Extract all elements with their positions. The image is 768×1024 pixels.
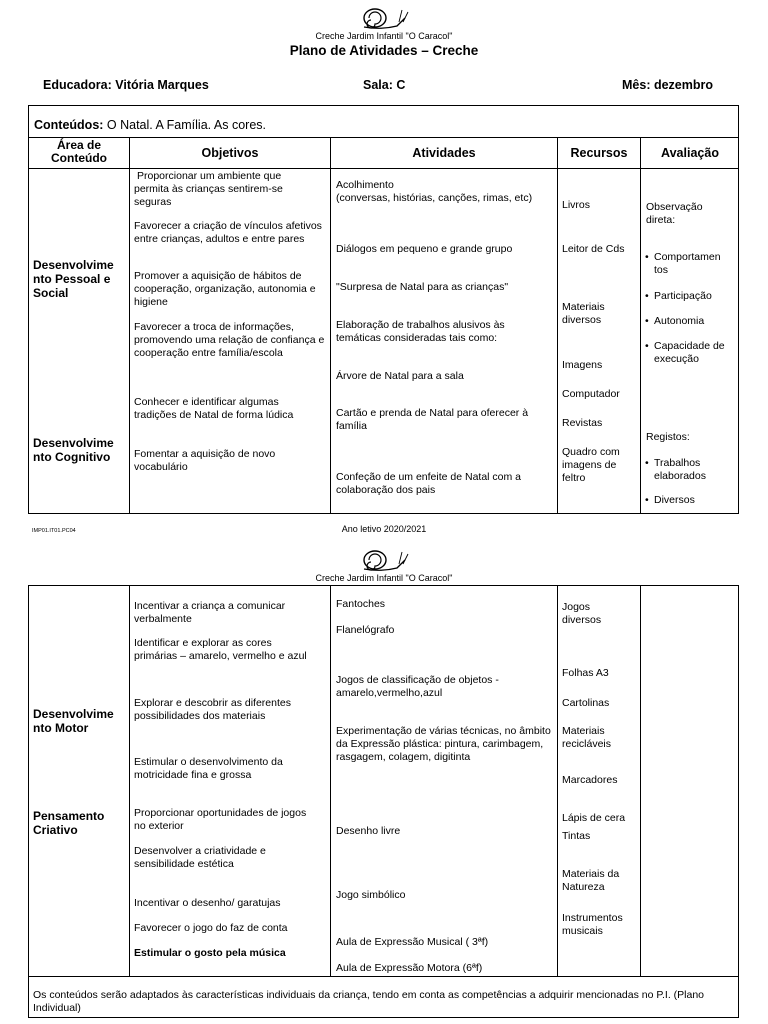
activity2-3: Jogos de classificação de objetos - amarelo,vermelho,azul xyxy=(336,674,499,699)
document-code: IMP01.IT01.PC04 xyxy=(32,528,76,534)
activity-4: "Surpresa de Natal para as crianças" xyxy=(336,281,509,293)
objective-1: Proporcionar um ambiente que permita às crianças sentirem-se seguras xyxy=(134,170,283,208)
col-header-resources: Recursos xyxy=(570,146,628,160)
evaluation-records: Registos: xyxy=(646,431,690,443)
evaluation-intro: Observação direta: xyxy=(646,201,703,226)
resource2-1: Jogos diversos xyxy=(562,601,602,626)
evaluation-item-4: • Capacidade de execução xyxy=(654,340,736,366)
objective2-8: Favorecer o jogo do faz de conta xyxy=(134,922,288,934)
activity2-7: Aula de Expressão Musical ( 3ªf) xyxy=(336,936,489,948)
school-year: Ano letivo 2020/2021 xyxy=(341,524,427,534)
educator: Educadora: Vitória Marques xyxy=(43,78,209,92)
activity2-6: Jogo simbólico xyxy=(336,889,406,901)
objective2-4: Estimular o desenvolvimento da motricidade fina e grossa xyxy=(134,756,283,781)
objective-2: Favorecer a criação de vínculos afetivos entre crianças, adultos e entre pares xyxy=(134,220,322,245)
objective2-9: Estimular o gosto pela música xyxy=(134,947,286,959)
resource-7: Quadro com imagens de feltro xyxy=(562,446,620,484)
contents-row xyxy=(34,118,266,132)
page-title: Plano de Atividades – Creche xyxy=(289,43,479,58)
resource2-9: Instrumentos musicais xyxy=(562,912,623,937)
resource-4: Imagens xyxy=(562,359,603,371)
activity2-8: Aula de Expressão Motora (6ªf) xyxy=(336,962,483,974)
activity2-1: Fantoches xyxy=(336,598,386,610)
resource2-5: Marcadores xyxy=(562,774,618,786)
activity2-4: Experimentação de várias técnicas, no âmbito da Expressão plástica: pintura, carimbagem, rasgagem, colagem, digitinta xyxy=(336,725,551,763)
month: Mês: dezembro xyxy=(622,78,713,92)
contents-value: O Natal. A Família. As cores. xyxy=(103,118,266,132)
adaptation-note: Os conteúdos serão adaptados às características individuais da criança, tendo em conta as competências a adquirir mencionadas no P.I. (Plano Individual) xyxy=(33,989,705,1014)
objective-5: Conhecer e identificar algumas tradições de Natal de forma lúdica xyxy=(134,396,294,421)
activity2-2: Flanelógrafo xyxy=(336,624,395,636)
objective2-3: Explorar e descobrir as diferentes possibilidades dos materiais xyxy=(134,697,291,722)
resource-6: Revistas xyxy=(562,417,603,429)
snail-logo-2 xyxy=(361,548,409,572)
area-creative: Pensamento Criativo xyxy=(33,809,105,837)
resource-1: Livros xyxy=(562,199,591,211)
resource2-2: Folhas A3 xyxy=(562,667,609,679)
objective2-5: Proporcionar oportunidades de jogos no exterior xyxy=(134,807,307,832)
school-name: Creche Jardim Infantil "O Caracol" xyxy=(315,31,453,41)
col-header-objectives: Objetivos xyxy=(201,146,259,160)
resource-5: Computador xyxy=(562,388,620,400)
school-name-2: Creche Jardim Infantil "O Caracol" xyxy=(315,573,453,583)
resource2-8: Materiais da Natureza xyxy=(562,868,620,893)
evaluation-item-3: • Autonomia xyxy=(654,315,736,328)
activity-5: Elaboração de trabalhos alusivos às temáticas consideradas tais como: xyxy=(336,319,505,344)
activity-8: Confeção de um enfeite de Natal com a colaboração dos pais xyxy=(336,471,522,496)
activity-7: Cartão e prenda de Natal para oferecer à família xyxy=(336,407,529,432)
evaluation-record-1: • Trabalhos elaborados xyxy=(654,457,736,483)
resource-2: Leitor de Cds xyxy=(562,243,625,255)
objective2-2: Identificar e explorar as cores primárias – amarelo, vermelho e azul xyxy=(134,637,307,662)
col-header-evaluation: Avaliação xyxy=(661,146,719,160)
objective2-6: Desenvolver a criatividade e sensibilidade estética xyxy=(134,845,266,870)
resource2-6: Lápis de cera xyxy=(562,812,626,824)
evaluation-item-2: • Participação xyxy=(654,290,736,303)
col-header-area: Área de Conteúdo xyxy=(51,138,107,165)
objective-4: Favorecer a troca de informações, promovendo uma relação de confiança e cooperação entre família/escola xyxy=(134,321,325,359)
col-header-activities: Atividades xyxy=(412,146,476,160)
area-personal-social: Desenvolvime nto Pessoal e Social xyxy=(33,258,114,300)
activity-2: (conversas, histórias, canções, rimas, etc) xyxy=(336,192,533,204)
evaluation-record-2: • Diversos xyxy=(654,494,736,507)
resource2-3: Cartolinas xyxy=(562,697,610,709)
resource2-4: Materiais recicláveis xyxy=(562,725,612,750)
activity-3: Diálogos em pequeno e grande grupo xyxy=(336,243,513,255)
resource2-7: Tintas xyxy=(562,830,591,842)
activity-1: Acolhimento xyxy=(336,179,394,191)
objective-3: Promover a aquisição de hábitos de cooperação, organização, autonomia e higiene xyxy=(134,270,316,308)
area-cognitive: Desenvolvime nto Cognitivo xyxy=(33,436,114,464)
activity-6: Árvore de Natal para a sala xyxy=(336,370,464,382)
resource-3: Materiais diversos xyxy=(562,301,605,326)
objective2-1: Incentivar a criança a comunicar verbalmente xyxy=(134,600,286,625)
activity2-5: Desenho livre xyxy=(336,825,401,837)
objective-6: Fomentar a aquisição de novo vocabulário xyxy=(134,448,276,473)
snail-logo xyxy=(361,6,409,30)
evaluation-item-1: • Comportamen tos xyxy=(654,251,736,277)
area-motor: Desenvolvime nto Motor xyxy=(33,707,114,735)
contents-label: Conteúdos: xyxy=(34,118,104,132)
room: Sala: C xyxy=(363,78,406,92)
objective2-7: Incentivar o desenho/ garatujas xyxy=(134,897,281,909)
